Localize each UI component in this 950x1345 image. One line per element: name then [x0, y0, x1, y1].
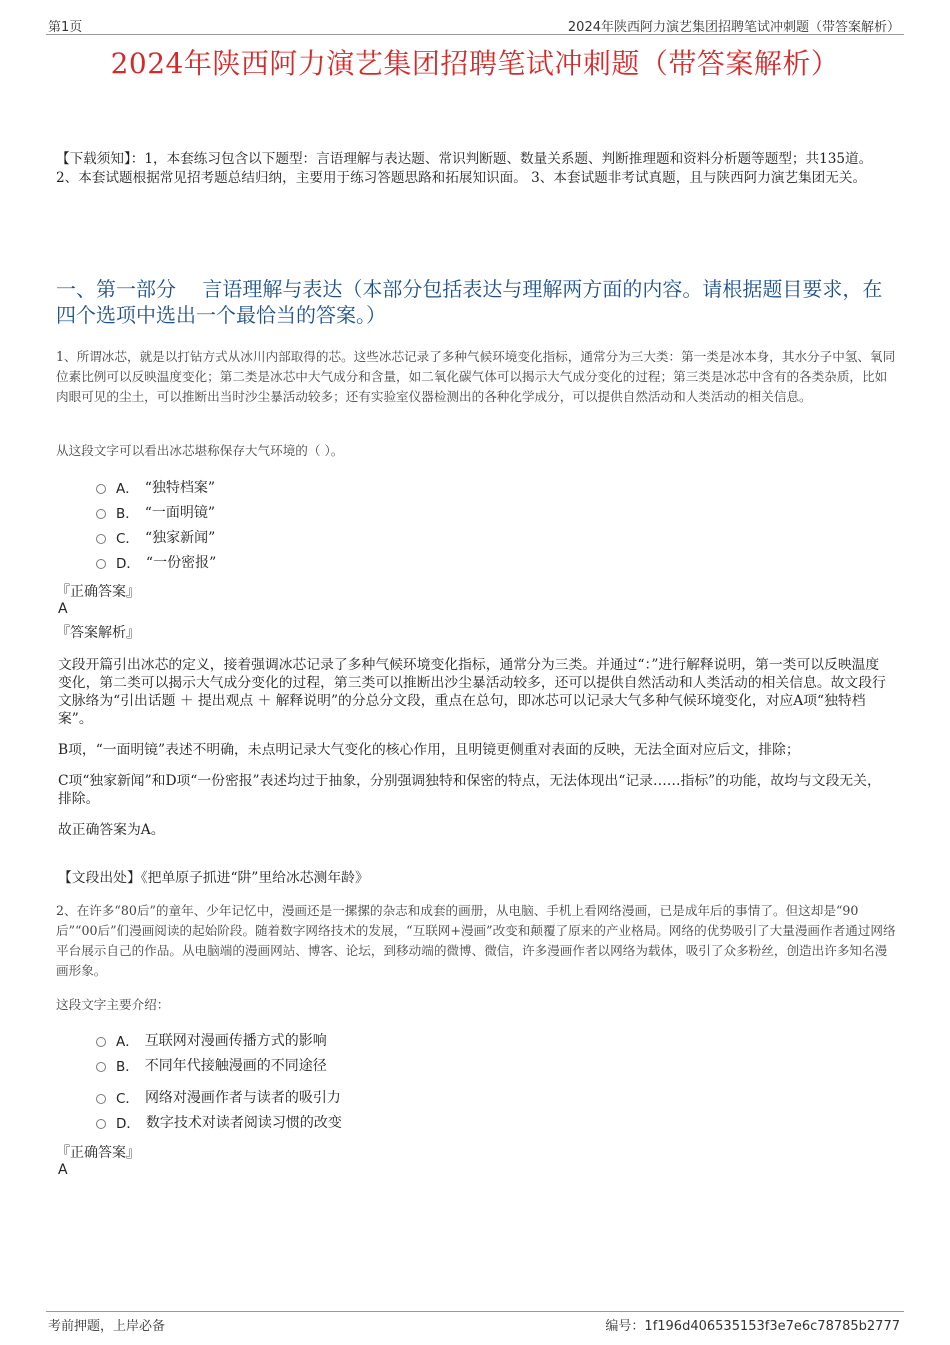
question-1-prompt: 从这段文字可以看出冰芯堪称保存大气环境的（ ）。 [56, 443, 344, 458]
page-number: 第1页 [48, 20, 83, 35]
question-1-option-b[interactable]: B． “一面明镜” [96, 499, 216, 524]
download-notice: 【下载须知】：1，本套练习包含以下题型：言语理解与表达题、常识判断题、数量关系题、判断推理题和资料分析题等题型；共135道。 2、本套试题根据常见招考题总结归纳，主要用于练习答题思路和拓展知识面。 3、本套试题非考试真题，且与陕西阿力演艺集团无关。 [56, 151, 873, 186]
analysis-paragraph: 故正确答案为A。 [58, 822, 165, 838]
question-1-analysis-label: 『答案解析』 [56, 625, 140, 641]
document-title: 2024年陕西阿力演艺集团招聘笔试冲刺题（带答案解析） [110, 47, 840, 80]
question-2-option-c[interactable]: C． 网络对漫画作者与读者的吸引力 [96, 1084, 342, 1109]
section-title: 一、第一部分 言语理解与表达（本部分包括表达与理解两方面的内容。请根据题目要求，在四个选项中选出一个最恰当的答案。） [56, 277, 883, 327]
question-1-options [96, 474, 216, 574]
question-2-text: 2、在许多“80后”的童年、少年记忆中，漫画还是一摞摞的杂志和成套的画册，从电脑、手机上看网络漫画，已是成年后的事情了。但这却是“90后”“00后”们漫画阅读的起始阶段。随着数字网络技术的发展，“互联网+漫画”改变和颠覆了原来的产业格局。网络的优势吸引了大量漫画作者通过网络平台展示自己的作品。从电脑端的漫画网站、博客、论坛，到移动端的微博、微信，许多漫画作者以网络为载体，吸引了众多粉丝，创造出许多知名漫画形象。 [56, 903, 896, 978]
radio-icon[interactable] [96, 559, 106, 569]
radio-icon[interactable] [96, 1037, 106, 1047]
question-1-option-a[interactable]: A． “独特档案” [96, 474, 216, 499]
question-2-option-d[interactable]: D． 数字技术对读者阅读习惯的改变 [96, 1109, 342, 1134]
footer-slogan: 考前押题，上岸必备 [48, 1319, 166, 1334]
question-1-analysis [58, 656, 888, 852]
page-header [46, 14, 904, 35]
question-2-answer-label: 『正确答案』 [56, 1145, 140, 1161]
radio-icon[interactable] [96, 484, 106, 494]
question-2-options [96, 1027, 342, 1134]
question-1-option-d[interactable]: D． “一份密报” [96, 549, 216, 574]
question-2-answer: A [58, 1162, 68, 1178]
radio-icon[interactable] [96, 534, 106, 544]
radio-icon[interactable] [96, 1119, 106, 1129]
question-1-option-c[interactable]: C． “独家新闻” [96, 524, 216, 549]
analysis-paragraph: 文段开篇引出冰芯的定义，接着强调冰芯记录了多种气候环境变化指标，通常分为三类。并通过“：”进行解释说明，第一类可以反映温度变化，第二类可以揭示大气成分变化的过程，第三类可以推断出沙尘暴活动较多，还可以提供自然活动和人类活动的相关信息。故文段行文脉络为“引出话题 ＋ 提出观点 ＋ 解释说明”的分总分文段，重点在总句，即冰芯可以记录大气多种气候环境变化，对应A项“独特档案”。 [58, 657, 886, 727]
analysis-paragraph: C项“独家新闻”和D项“一份密报”表述均过于抽象，分别强调独特和保密的特点，无法体现出“记录……指标”的功能，故均与文段无关，排除。 [58, 773, 881, 807]
analysis-paragraph: B项，“一面明镜”表述不明确，未点明记录大气变化的核心作用，且明镜更侧重对表面的反映，无法全面对应后文，排除； [58, 742, 800, 758]
header-doc-title: 2024年陕西阿力演艺集团招聘笔试冲刺题（带答案解析） [567, 20, 900, 35]
question-2-prompt: 这段文字主要介绍： [56, 997, 170, 1012]
question-1-answer-label: 『正确答案』 [56, 584, 140, 600]
question-1-text: 1、所谓冰芯，就是以打钻方式从冰川内部取得的芯。这些冰芯记录了多种气候环境变化指标，通常分为三大类：第一类是冰本身，其水分子中氢、氧同位素比例可以反映温度变化；第二类是冰芯中大气成分和含量，如二氧化碳气体可以揭示大气成分变化的过程；第三类是冰芯中含有的各类杂质，比如肉眼可见的尘土，可以推断出当时沙尘暴活动较多；还有实验室仪器检测出的各种化学成分，可以提供自然活动和人类活动的相关信息。 [56, 349, 896, 404]
question-1-source: 【文段出处】《把单原子抓进“阱”里给冰芯测年龄》 [58, 870, 369, 886]
radio-icon[interactable] [96, 1094, 106, 1104]
question-2-option-a[interactable]: A． 互联网对漫画传播方式的影响 [96, 1027, 342, 1052]
page-footer [46, 1311, 904, 1334]
question-1-answer: A [58, 601, 68, 617]
radio-icon[interactable] [96, 1062, 106, 1072]
radio-icon[interactable] [96, 509, 106, 519]
question-2-option-b[interactable]: B． 不同年代接触漫画的不同途径 [96, 1052, 342, 1077]
footer-doc-id: 编号：1f196d406535153f3e7e6c78785b2777 [605, 1319, 900, 1334]
